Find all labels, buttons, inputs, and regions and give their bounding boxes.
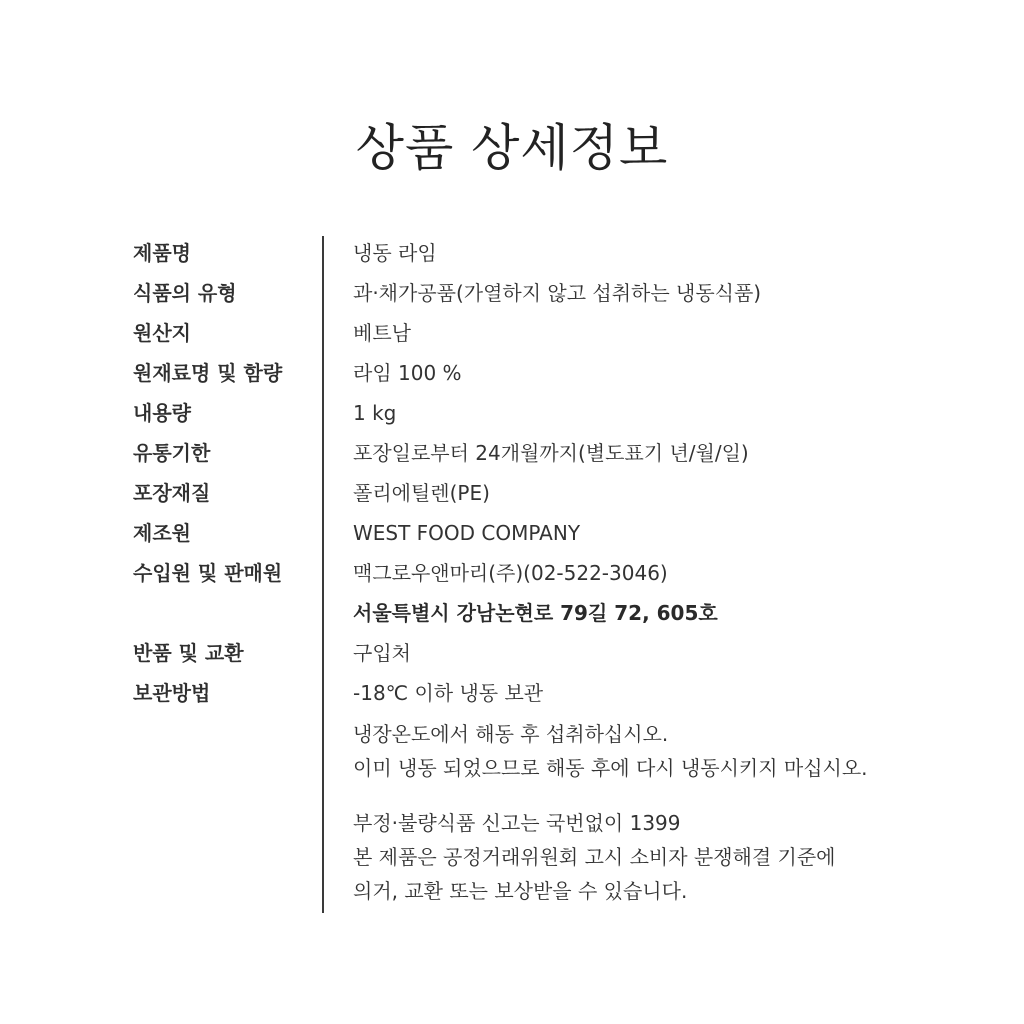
report-note-line [0, 840, 1024, 874]
note-text: 이미 냉동 되었으므로 해동 후에 다시 냉동시키지 마십시오. [353, 756, 868, 780]
storage-note-line [0, 717, 1024, 751]
info-label: 유통기한 [133, 441, 211, 465]
info-value: 라임 100 % [353, 361, 462, 385]
info-value: -18℃ 이하 냉동 보관 [353, 681, 544, 705]
info-label: 제조원 [133, 521, 191, 545]
info-value: WEST FOOD COMPANY [353, 521, 581, 545]
info-row-importer-address [0, 596, 1024, 630]
info-label: 원산지 [133, 321, 191, 345]
info-row-ingredients [0, 356, 1024, 390]
info-label: 원재료명 및 함량 [133, 361, 283, 385]
report-note-line [0, 806, 1024, 840]
info-row-returns [0, 636, 1024, 670]
info-value: 포장일로부터 24개월까지(별도표기 년/월/일) [353, 441, 749, 465]
info-value: 베트남 [353, 321, 411, 345]
note-text: 본 제품은 공정거래위원회 고시 소비자 분쟁해결 기준에 [353, 845, 836, 869]
info-value: 폴리에틸렌(PE) [353, 481, 490, 505]
info-row-manufacturer [0, 516, 1024, 550]
note-text: 부정·불량식품 신고는 국번없이 1399 [353, 811, 681, 835]
info-row-food-type [0, 276, 1024, 310]
info-value: 냉동 라임 [353, 241, 437, 265]
info-row-packaging [0, 476, 1024, 510]
info-row-origin [0, 316, 1024, 350]
info-label: 반품 및 교환 [133, 641, 244, 665]
info-value: 과·채가공품(가열하지 않고 섭취하는 냉동식품) [353, 281, 762, 305]
info-row-storage [0, 676, 1024, 710]
info-label: 보관방법 [133, 681, 211, 705]
info-value: 1 kg [353, 401, 397, 425]
info-label: 제품명 [133, 241, 191, 265]
info-value: 서울특별시 강남논현로 79길 72, 605호 [353, 601, 718, 625]
info-row-net-weight [0, 396, 1024, 430]
report-note-line [0, 874, 1024, 908]
note-text: 냉장온도에서 해동 후 섭취하십시오. [353, 722, 669, 746]
info-value: 구입처 [353, 641, 411, 665]
page-title: 상품 상세정보 [355, 119, 669, 177]
info-row-product-name [0, 236, 1024, 270]
info-label: 내용량 [133, 401, 191, 425]
info-label: 수입원 및 판매원 [133, 561, 283, 585]
info-row-importer [0, 556, 1024, 590]
info-label: 포장재질 [133, 481, 211, 505]
note-text: 의거, 교환 또는 보상받을 수 있습니다. [353, 879, 688, 903]
info-value: 맥그로우앤마리(주)(02-522-3046) [353, 561, 668, 585]
storage-note-line [0, 751, 1024, 785]
info-label: 식품의 유형 [133, 281, 237, 305]
info-row-expiry [0, 436, 1024, 470]
